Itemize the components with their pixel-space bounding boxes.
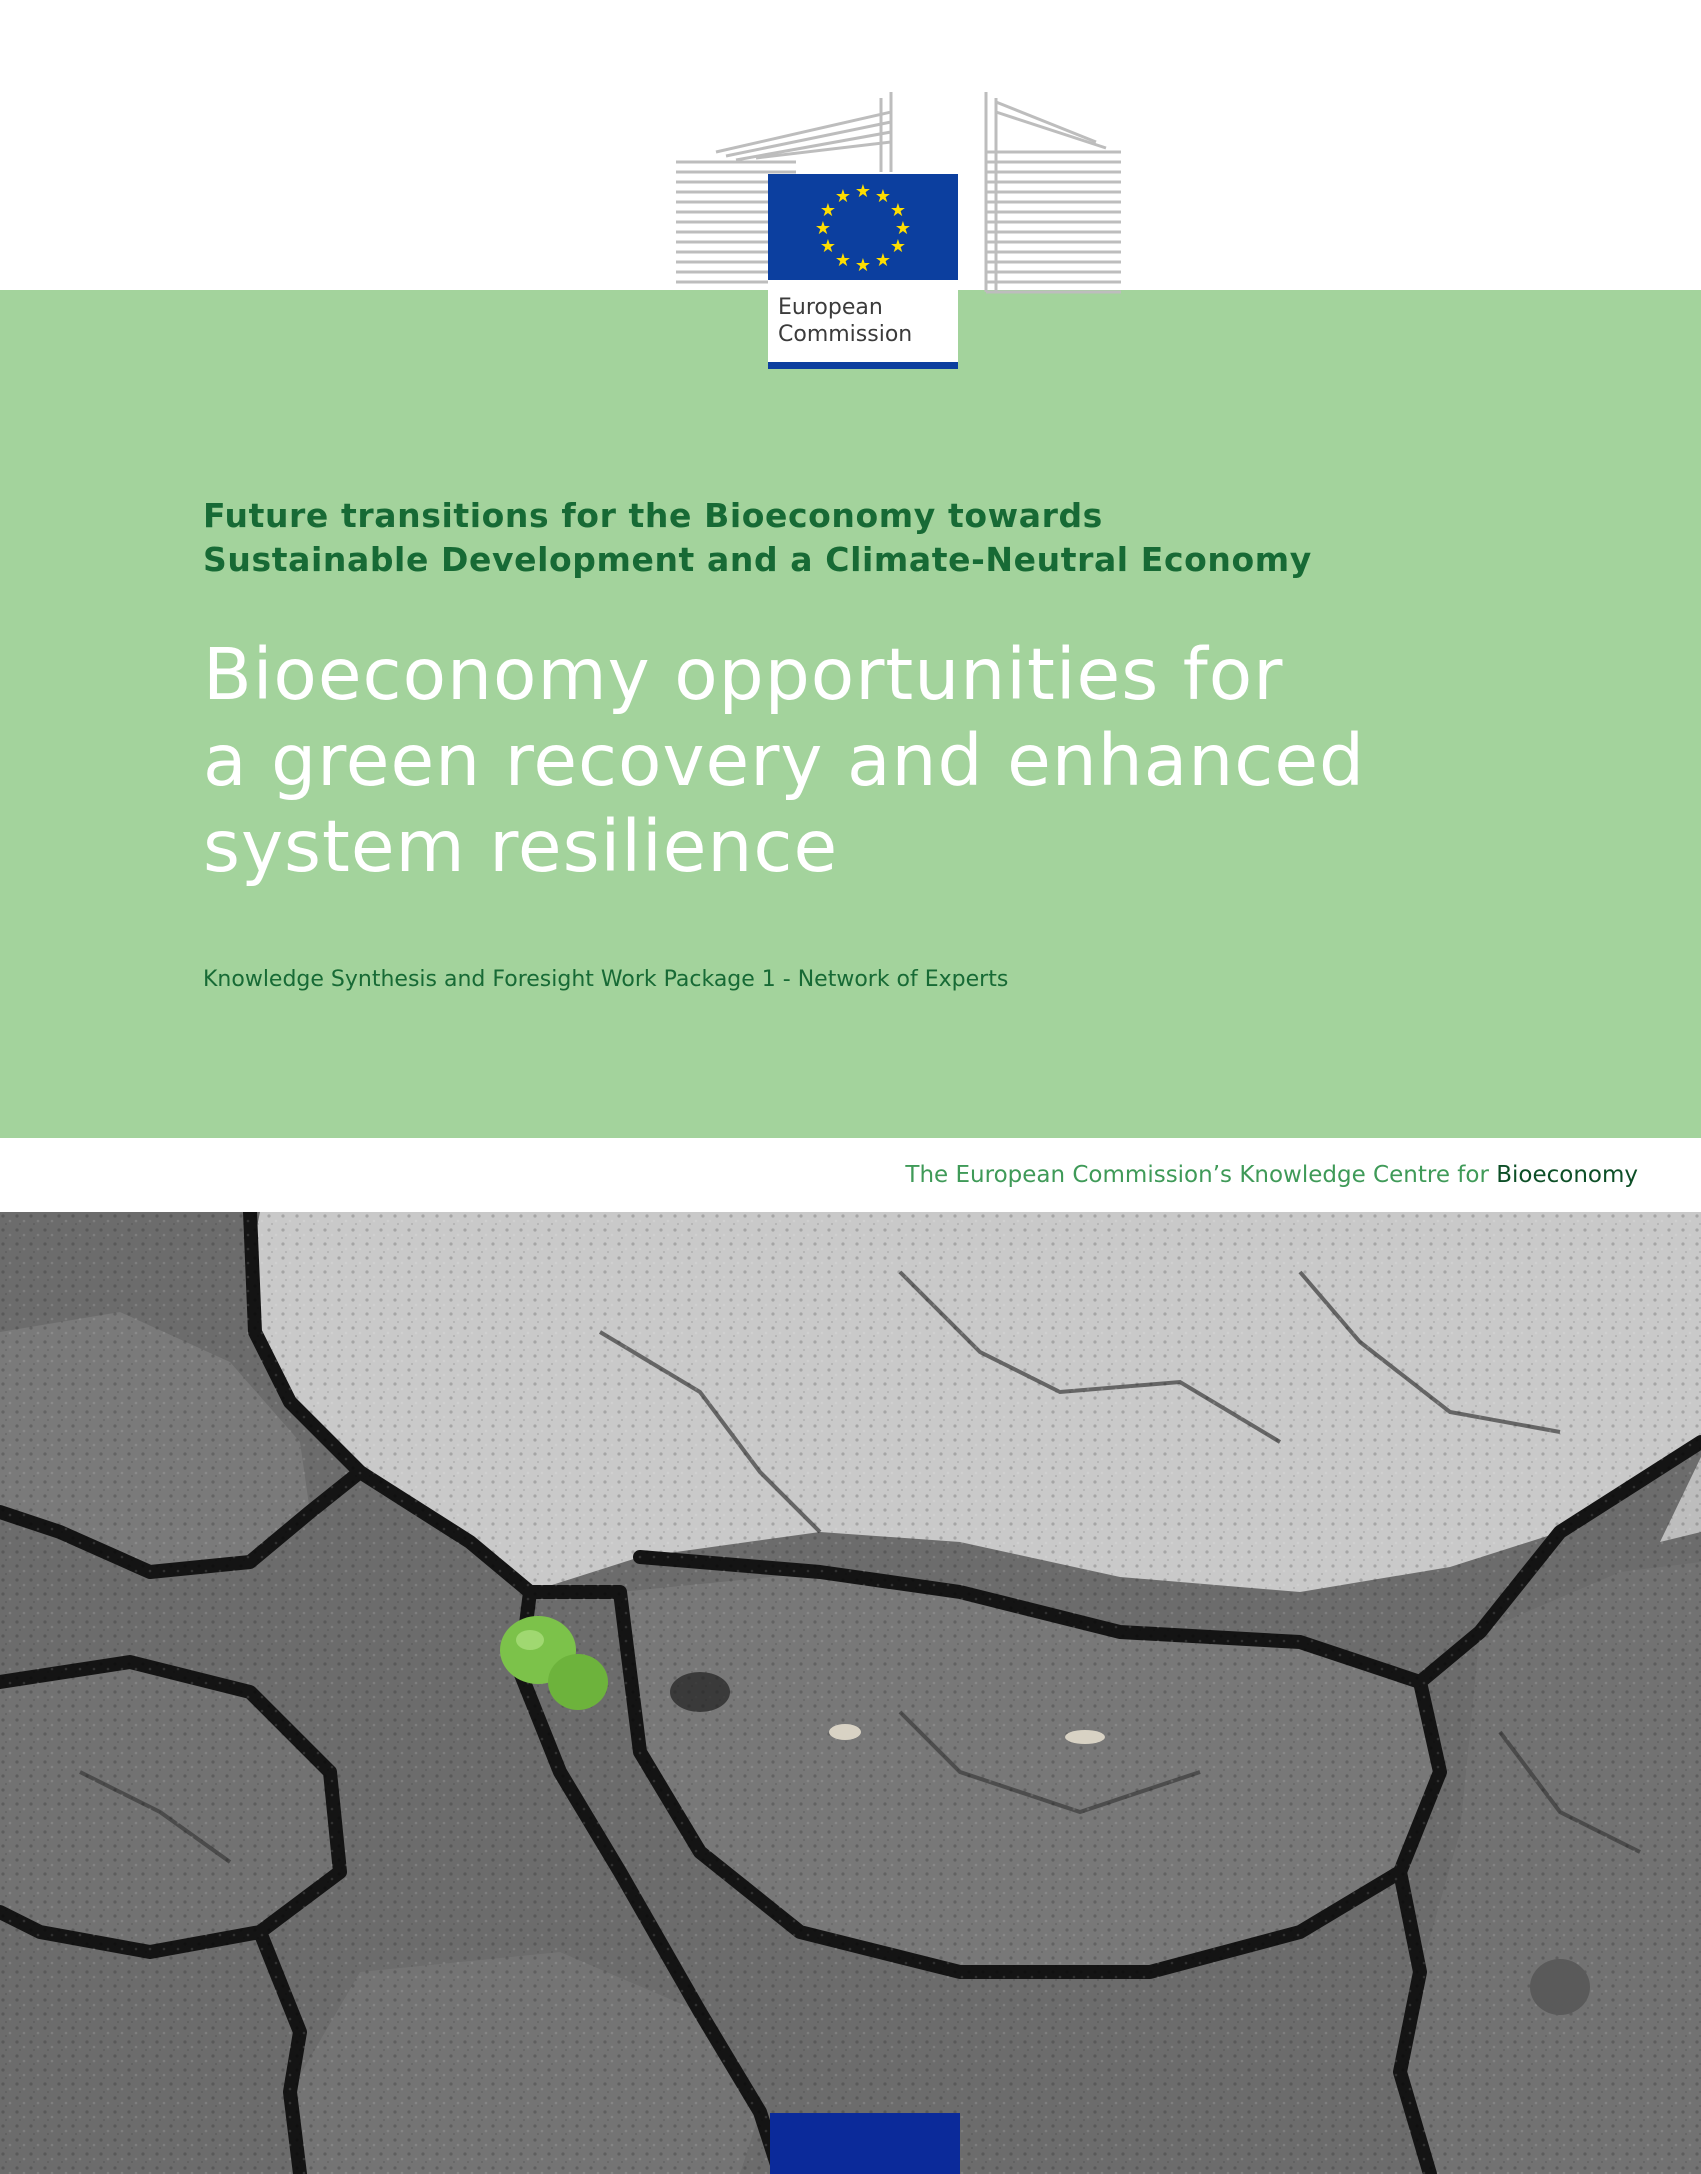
- svg-text:★: ★: [874, 186, 892, 207]
- svg-text:★: ★: [819, 236, 837, 257]
- blue-tab: [770, 2113, 960, 2174]
- svg-text:★: ★: [854, 181, 872, 202]
- svg-text:★: ★: [894, 218, 912, 239]
- svg-text:★: ★: [814, 218, 832, 239]
- title-line1: Bioeconomy opportunities for: [203, 633, 1284, 716]
- tagline-emphasis: Bioeconomy: [1496, 1162, 1638, 1188]
- tagline-prefix: The European Commission’s Knowledge Centre for: [905, 1162, 1497, 1188]
- logo-name-line1: European: [778, 295, 883, 320]
- cover-photo: [0, 1212, 1701, 2174]
- page-title: [203, 632, 1503, 890]
- series-title-line2: Sustainable Development and a Climate-Neutral Economy: [203, 540, 1312, 579]
- title-line3: system resilience: [203, 805, 839, 888]
- svg-text:★: ★: [834, 250, 852, 271]
- logo-name-line2: Commission: [778, 322, 913, 347]
- svg-text:★: ★: [889, 236, 907, 257]
- series-title-line1: Future transitions for the Bioeconomy towards: [203, 496, 1103, 535]
- svg-text:★: ★: [889, 200, 907, 221]
- title-line2: a green recovery and enhanced: [203, 719, 1366, 802]
- cracked-soil-seedling-photo: [0, 1212, 1701, 2174]
- svg-text:★: ★: [834, 186, 852, 207]
- tagline: [905, 1160, 1638, 1190]
- european-commission-logo: [676, 92, 1121, 372]
- series-title: [203, 494, 1403, 582]
- svg-text:★: ★: [854, 255, 872, 276]
- subtitle: Knowledge Synthesis and Foresight Work Package 1 - Network of Experts: [203, 967, 1009, 992]
- svg-text:★: ★: [874, 250, 892, 271]
- svg-text:★: ★: [819, 200, 837, 221]
